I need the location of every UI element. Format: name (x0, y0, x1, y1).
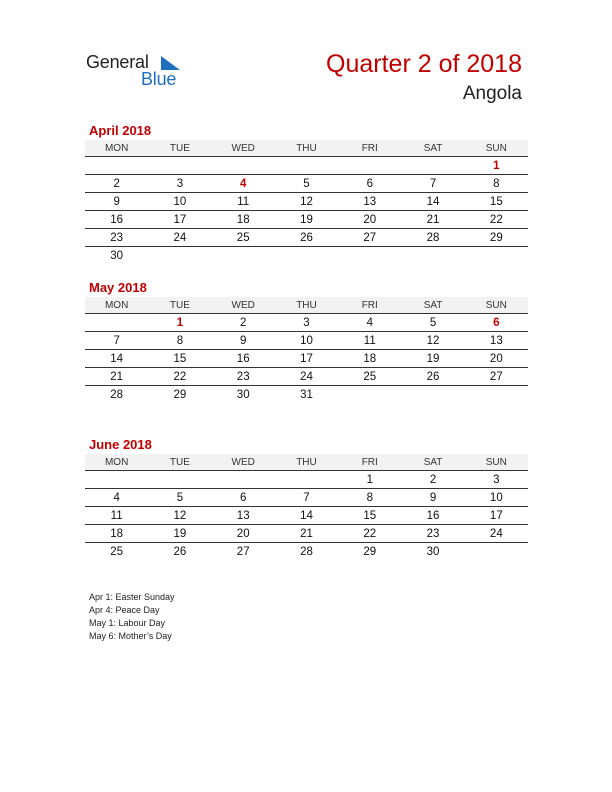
day-cell: 1 (366, 473, 373, 486)
weekday-label: TUE (169, 299, 190, 311)
day-cell: 8 (366, 491, 373, 504)
week-row (85, 368, 528, 386)
weekday-label: MON (104, 142, 129, 154)
day-cell: 13 (236, 509, 250, 522)
weekday-label: WED (231, 299, 255, 311)
weekday-label: TUE (169, 142, 190, 154)
day-cell: 7 (429, 177, 437, 190)
day-cell: 6 (366, 177, 373, 190)
week-row (85, 386, 528, 403)
day-cell: 30 (236, 388, 250, 401)
day-cell: 7 (113, 334, 120, 347)
week-row (85, 211, 528, 229)
day-cell: 15 (489, 195, 503, 208)
day-cell: 8 (176, 334, 184, 347)
week-row (85, 350, 528, 368)
day-cell: 9 (429, 491, 437, 504)
day-cell: 30 (426, 545, 440, 558)
holiday-note: May 6: Mother’s Day (89, 631, 172, 641)
month-title: May 2018 (89, 280, 147, 295)
day-cell: 17 (300, 352, 313, 365)
week-row (85, 525, 528, 543)
week-row (85, 507, 528, 525)
day-cell: 29 (363, 545, 377, 558)
day-cell: 11 (110, 509, 123, 522)
day-cell: 26 (300, 231, 313, 244)
day-cell: 26 (173, 545, 187, 558)
day-cell: 13 (489, 334, 503, 347)
day-cell: 7 (303, 491, 310, 504)
day-cell: 14 (300, 509, 313, 522)
day-cell: 17 (489, 509, 503, 522)
day-cell: 9 (113, 195, 120, 208)
day-cell: 24 (173, 231, 187, 244)
day-cell: 29 (489, 231, 503, 244)
day-cell: 16 (236, 352, 250, 365)
weekday-label: FRI (361, 456, 378, 468)
day-cell: 28 (300, 545, 313, 558)
week-row (85, 229, 528, 247)
day-cell: 21 (300, 527, 313, 540)
day-cell: 23 (236, 370, 250, 383)
day-cell: 3 (493, 473, 500, 486)
day-cell: 4 (113, 491, 120, 504)
day-cell: 26 (426, 370, 440, 383)
day-cell: 25 (236, 231, 250, 244)
day-cell: 2 (240, 316, 247, 329)
month-calendar-april (85, 122, 528, 264)
holiday-note: Apr 4: Peace Day (89, 605, 160, 615)
day-cell: 10 (173, 195, 187, 208)
weekday-header-row (85, 454, 528, 471)
day-cell: 25 (110, 545, 124, 558)
page-title: Quarter 2 of 2018 (326, 50, 522, 78)
day-cell: 28 (110, 388, 124, 401)
day-cell: 24 (300, 370, 313, 383)
day-cell: 6 (240, 491, 247, 504)
day-cell: 22 (489, 213, 503, 226)
week-row (85, 193, 528, 211)
day-cell: 27 (236, 545, 250, 558)
day-cell: 3 (176, 177, 184, 190)
day-cell: 25 (363, 370, 377, 383)
week-row (85, 543, 528, 560)
weekday-label: SAT (423, 142, 443, 154)
day-cell: 20 (236, 527, 250, 540)
day-cell: 17 (173, 213, 187, 226)
day-cell: 10 (489, 491, 503, 504)
day-cell: 9 (240, 334, 247, 347)
day-cell: 30 (110, 249, 124, 262)
day-cell: 19 (173, 527, 187, 540)
day-cell: 2 (429, 473, 437, 486)
day-cell: 21 (110, 370, 124, 383)
weekday-label: SAT (423, 456, 443, 468)
day-cell: 16 (110, 213, 124, 226)
weekday-label: FRI (361, 142, 378, 154)
day-cell: 12 (173, 509, 187, 522)
day-cell: 5 (429, 316, 437, 329)
holiday-day-cell: 1 (493, 159, 500, 172)
weekday-label: WED (231, 456, 255, 468)
weekday-label: TUE (169, 456, 190, 468)
holiday-day-cell: 1 (176, 316, 184, 329)
day-cell: 16 (426, 509, 440, 522)
day-cell: 18 (236, 213, 250, 226)
month-calendar-june (85, 436, 528, 560)
day-cell: 20 (363, 213, 377, 226)
weekday-header-row (85, 140, 528, 157)
holiday-note: May 1: Labour Day (89, 618, 166, 628)
day-cell: 12 (426, 334, 440, 347)
day-cell: 21 (426, 213, 440, 226)
day-cell: 3 (303, 316, 310, 329)
weekday-label: SUN (485, 142, 507, 154)
day-cell: 5 (303, 177, 310, 190)
generalblue-logo (86, 52, 196, 92)
day-cell: 29 (173, 388, 187, 401)
day-cell: 20 (489, 352, 503, 365)
logo-text-general: General (86, 52, 149, 72)
week-row (85, 332, 528, 350)
day-cell: 27 (363, 231, 377, 244)
day-cell: 19 (426, 352, 440, 365)
day-cell: 28 (426, 231, 440, 244)
weekday-label: SAT (423, 299, 443, 311)
week-row (85, 247, 528, 264)
day-cell: 12 (300, 195, 313, 208)
weekday-label: SUN (485, 456, 507, 468)
day-cell: 18 (110, 527, 124, 540)
day-cell: 27 (489, 370, 503, 383)
day-cell: 19 (300, 213, 313, 226)
day-cell: 14 (426, 195, 440, 208)
holiday-notes (89, 591, 175, 643)
day-cell: 2 (113, 177, 120, 190)
month-title: April 2018 (89, 123, 152, 138)
day-cell: 14 (110, 352, 124, 365)
week-row (85, 157, 528, 175)
day-cell: 31 (300, 388, 313, 401)
day-cell: 4 (366, 316, 373, 329)
country-name: Angola (462, 83, 522, 104)
day-cell: 22 (363, 527, 377, 540)
weekday-label: WED (231, 142, 255, 154)
weekday-label: MON (104, 299, 129, 311)
month-title: June 2018 (89, 437, 152, 452)
week-row (85, 489, 528, 507)
day-cell: 23 (426, 527, 440, 540)
logo-text-blue: Blue (141, 69, 177, 89)
holiday-note: Apr 1: Easter Sunday (89, 592, 175, 602)
day-cell: 15 (173, 352, 187, 365)
day-cell: 10 (300, 334, 313, 347)
holiday-day-cell: 4 (240, 177, 247, 190)
day-cell: 18 (363, 352, 377, 365)
weekday-label: MON (104, 456, 129, 468)
week-row (85, 471, 528, 489)
weekday-label: THU (296, 456, 317, 468)
day-cell: 11 (237, 195, 250, 208)
weekday-label: FRI (361, 299, 378, 311)
weekday-header-row (85, 297, 528, 314)
day-cell: 11 (363, 334, 376, 347)
day-cell: 23 (110, 231, 124, 244)
month-calendar-may (85, 279, 528, 403)
day-cell: 8 (493, 177, 500, 190)
day-cell: 13 (363, 195, 377, 208)
day-cell: 22 (173, 370, 187, 383)
weekday-label: SUN (485, 299, 507, 311)
week-row (85, 314, 528, 332)
day-cell: 24 (489, 527, 503, 540)
day-cell: 5 (176, 491, 184, 504)
weekday-label: THU (296, 142, 317, 154)
day-cell: 15 (363, 509, 377, 522)
weekday-label: THU (296, 299, 317, 311)
holiday-day-cell: 6 (493, 316, 500, 329)
week-row (85, 175, 528, 193)
